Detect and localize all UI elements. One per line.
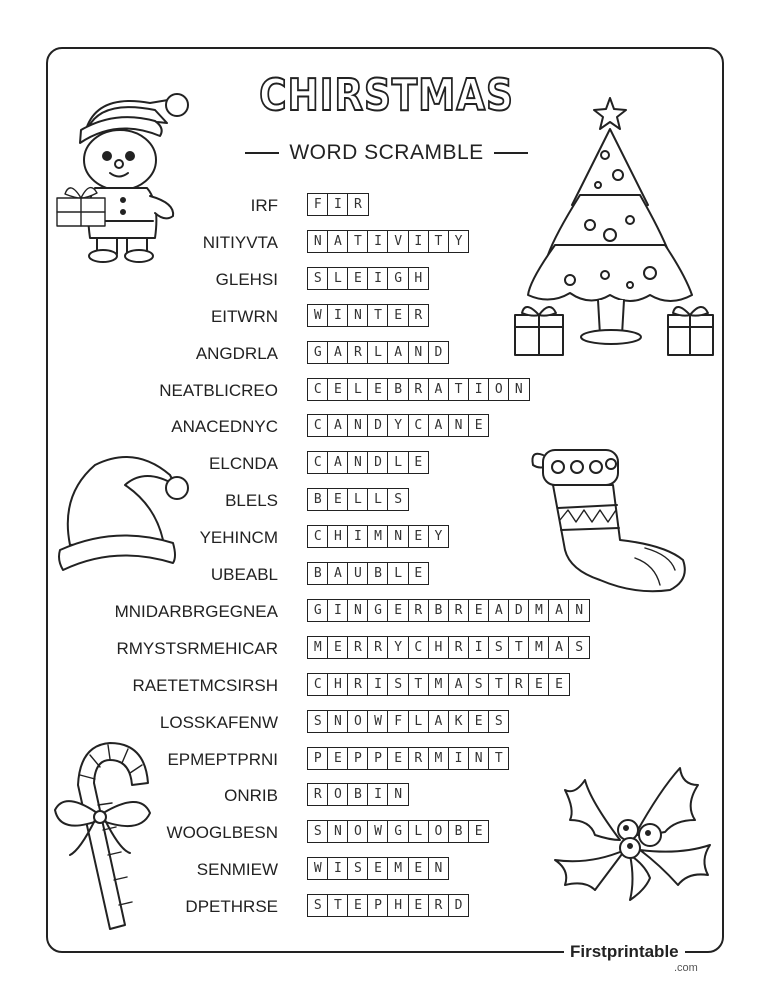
letter-box[interactable]: E [468, 710, 490, 733]
letter-box[interactable]: I [468, 636, 490, 659]
holly-illustration [550, 760, 710, 900]
letter-box[interactable]: A [327, 414, 349, 437]
letter-box[interactable]: A [327, 451, 349, 474]
letter-box[interactable]: R [408, 378, 430, 401]
letter-box[interactable]: L [367, 341, 389, 364]
letter-box[interactable]: N [327, 820, 349, 843]
letter-box[interactable]: G [387, 820, 409, 843]
answer-boxes[interactable] [307, 636, 589, 659]
letter-box[interactable]: R [508, 673, 530, 696]
letter-box[interactable]: E [528, 673, 550, 696]
answer-boxes[interactable] [307, 378, 528, 401]
letter-box[interactable]: U [347, 562, 369, 585]
letter-box[interactable]: A [428, 378, 450, 401]
letter-box[interactable]: M [528, 636, 550, 659]
letter-box[interactable]: C [408, 636, 430, 659]
letter-box[interactable]: R [448, 599, 470, 622]
letter-box[interactable]: P [367, 747, 389, 770]
letter-box[interactable]: B [448, 820, 470, 843]
letter-box[interactable]: R [347, 673, 369, 696]
letter-box[interactable]: O [488, 378, 510, 401]
letter-box[interactable]: N [448, 414, 470, 437]
letter-box[interactable]: H [327, 673, 349, 696]
answer-boxes[interactable] [307, 525, 448, 548]
answer-boxes[interactable] [307, 783, 408, 806]
letter-box[interactable]: E [408, 894, 430, 917]
letter-box[interactable]: I [327, 193, 349, 216]
letter-box[interactable]: I [367, 267, 389, 290]
letter-box[interactable]: M [428, 747, 450, 770]
letter-box[interactable]: S [347, 857, 369, 880]
letter-box[interactable]: H [428, 636, 450, 659]
letter-box[interactable]: D [428, 341, 450, 364]
letter-box[interactable]: S [468, 673, 490, 696]
stocking-illustration [525, 440, 695, 600]
letter-box[interactable]: L [367, 488, 389, 511]
letter-box[interactable]: T [508, 636, 530, 659]
letter-box[interactable]: E [408, 451, 430, 474]
scrambled-word: ANGDRLA [195, 343, 278, 363]
letter-box[interactable]: N [468, 747, 490, 770]
puzzle-row [0, 414, 773, 440]
scrambled-word: DPETHRSE [185, 897, 278, 917]
answer-boxes[interactable] [307, 894, 468, 917]
letter-box[interactable]: Y [387, 636, 409, 659]
letter-box[interactable]: R [367, 636, 389, 659]
letter-box[interactable]: A [548, 636, 570, 659]
scrambled-word: WOOGLBESN [166, 823, 278, 843]
page-subtitle: WORD SCRAMBLE [289, 141, 484, 164]
scrambled-word: NITIYVTA [202, 232, 278, 252]
letter-box[interactable]: N [428, 857, 450, 880]
letter-box[interactable]: B [347, 783, 369, 806]
letter-box[interactable]: A [428, 414, 450, 437]
letter-box[interactable]: L [327, 267, 349, 290]
letter-box[interactable]: N [347, 451, 369, 474]
letter-box[interactable]: P [367, 894, 389, 917]
letter-box[interactable]: L [387, 451, 409, 474]
answer-boxes[interactable] [307, 857, 448, 880]
letter-box[interactable]: A [428, 710, 450, 733]
answer-boxes[interactable] [307, 747, 508, 770]
letter-box[interactable]: I [327, 857, 349, 880]
letter-box[interactable]: B [428, 599, 450, 622]
letter-box[interactable]: E [327, 636, 349, 659]
letter-box[interactable]: R [347, 193, 369, 216]
scrambled-word: SENMIEW [196, 860, 278, 880]
answer-boxes[interactable] [307, 267, 428, 290]
letter-box[interactable]: T [488, 747, 510, 770]
letter-box[interactable]: E [327, 747, 349, 770]
letter-box[interactable]: A [327, 230, 349, 253]
letter-box[interactable]: I [468, 378, 490, 401]
letter-box[interactable]: W [307, 857, 329, 880]
letter-box[interactable]: R [408, 599, 430, 622]
answer-boxes[interactable] [307, 193, 367, 216]
letter-box[interactable]: M [307, 636, 329, 659]
letter-box[interactable]: N [387, 783, 409, 806]
scrambled-word: ANACEDNYC [171, 417, 278, 437]
letter-box[interactable]: E [347, 894, 369, 917]
letter-box[interactable]: R [408, 304, 430, 327]
letter-box[interactable]: R [408, 747, 430, 770]
letter-box[interactable]: I [327, 599, 349, 622]
letter-box[interactable]: L [347, 488, 369, 511]
letter-box[interactable]: I [367, 673, 389, 696]
scrambled-word: YEHINCM [199, 528, 278, 548]
letter-box[interactable]: N [347, 599, 369, 622]
letter-box[interactable]: L [347, 378, 369, 401]
letter-box[interactable]: N [568, 599, 590, 622]
letter-box[interactable]: S [307, 710, 329, 733]
letter-box[interactable]: D [367, 414, 389, 437]
letter-box[interactable]: S [387, 673, 409, 696]
answer-boxes[interactable] [307, 304, 428, 327]
letter-box[interactable]: S [488, 636, 510, 659]
letter-box[interactable]: C [307, 414, 329, 437]
scrambled-word: BLELS [225, 491, 278, 511]
letter-box[interactable]: E [408, 857, 430, 880]
letter-box[interactable]: O [327, 783, 349, 806]
letter-box[interactable]: C [408, 414, 430, 437]
letter-box[interactable]: D [367, 451, 389, 474]
letter-box[interactable]: A [327, 562, 349, 585]
letter-box[interactable]: A [548, 599, 570, 622]
answer-boxes[interactable] [307, 820, 488, 843]
scrambled-word: GLEHSI [215, 269, 278, 289]
letter-box[interactable]: N [327, 710, 349, 733]
letter-box[interactable]: S [307, 267, 329, 290]
puzzle-row [0, 673, 773, 699]
scrambled-word: IRF [250, 196, 278, 215]
letter-box[interactable]: T [448, 378, 470, 401]
letter-box[interactable]: H [327, 525, 349, 548]
letter-box[interactable]: O [347, 820, 369, 843]
letter-box[interactable]: R [347, 341, 369, 364]
letter-box[interactable]: E [468, 599, 490, 622]
letter-box[interactable]: O [347, 710, 369, 733]
santa-hat-illustration [55, 445, 195, 575]
letter-box[interactable]: S [387, 488, 409, 511]
letter-box[interactable]: L [387, 562, 409, 585]
puzzle-row [0, 378, 773, 404]
letter-box[interactable]: E [347, 267, 369, 290]
scrambled-word: EPMEPTPRNI [167, 749, 278, 769]
letter-box[interactable]: E [387, 599, 409, 622]
letter-box[interactable]: B [367, 562, 389, 585]
scrambled-word: UBEABL [210, 565, 278, 584]
answer-boxes[interactable] [307, 341, 448, 364]
answer-boxes[interactable] [307, 673, 568, 696]
answer-boxes[interactable] [307, 562, 428, 585]
letter-box[interactable]: N [408, 341, 430, 364]
letter-box[interactable]: M [428, 673, 450, 696]
letter-box[interactable]: B [387, 378, 409, 401]
letter-box[interactable]: I [367, 230, 389, 253]
answer-boxes[interactable] [307, 488, 408, 511]
letter-box[interactable]: G [307, 599, 329, 622]
letter-box[interactable]: N [387, 525, 409, 548]
letter-box[interactable]: V [387, 230, 409, 253]
christmas-tree-illustration [510, 95, 720, 360]
letter-box[interactable]: I [347, 525, 369, 548]
letter-box[interactable]: S [568, 636, 590, 659]
letter-box[interactable]: G [307, 341, 329, 364]
scrambled-word: RAETETMCSIRSH [132, 675, 278, 695]
letter-box[interactable]: I [448, 747, 470, 770]
letter-box[interactable]: B [307, 562, 329, 585]
letter-box[interactable]: M [528, 599, 550, 622]
puzzle-row [0, 636, 773, 662]
letter-box[interactable]: E [408, 525, 430, 548]
answer-boxes[interactable] [307, 414, 488, 437]
letter-box[interactable]: C [307, 673, 329, 696]
letter-box[interactable]: P [307, 747, 329, 770]
letter-box[interactable]: H [408, 267, 430, 290]
candy-cane-illustration [50, 735, 160, 935]
letter-box[interactable]: I [327, 304, 349, 327]
letter-box[interactable]: N [307, 230, 329, 253]
letter-box[interactable]: A [448, 673, 470, 696]
letter-box[interactable]: E [548, 673, 570, 696]
letter-box[interactable]: S [307, 894, 329, 917]
letter-box[interactable]: T [327, 894, 349, 917]
letter-box[interactable]: F [307, 193, 329, 216]
page-title: CHIRSTMAS [259, 70, 514, 121]
scrambled-word: NEATBLICREO [159, 380, 278, 400]
letter-box[interactable]: R [307, 783, 329, 806]
letter-box[interactable]: E [387, 747, 409, 770]
answer-boxes[interactable] [307, 710, 508, 733]
letter-box[interactable]: E [468, 820, 490, 843]
letter-box[interactable]: K [448, 710, 470, 733]
subtitle-rule-left [245, 152, 279, 154]
puzzle-row [0, 710, 773, 736]
letter-box[interactable]: E [327, 488, 349, 511]
scrambled-word: ELCNDA [209, 454, 278, 474]
scrambled-word: EITWRN [210, 306, 278, 326]
scrambled-word: RMYSTSRMEHICAR [116, 638, 278, 658]
letter-box[interactable]: R [347, 636, 369, 659]
letter-box[interactable]: H [387, 894, 409, 917]
letter-box[interactable]: I [367, 783, 389, 806]
letter-box[interactable]: N [347, 304, 369, 327]
letter-box[interactable]: A [387, 341, 409, 364]
letter-box[interactable]: Y [387, 414, 409, 437]
letter-box[interactable]: W [367, 710, 389, 733]
answer-boxes[interactable] [307, 230, 468, 253]
letter-box[interactable]: S [307, 820, 329, 843]
scrambled-word: MNIDARBRGEGNEA [114, 601, 278, 621]
letter-box[interactable]: D [508, 599, 530, 622]
letter-box[interactable]: T [408, 673, 430, 696]
answer-boxes[interactable] [307, 599, 589, 622]
letter-box[interactable]: Y [448, 230, 470, 253]
letter-box[interactable]: E [367, 857, 389, 880]
santa-kid-illustration [55, 88, 190, 268]
letter-box[interactable]: F [387, 710, 409, 733]
letter-box[interactable]: O [428, 820, 450, 843]
letter-box[interactable]: G [387, 267, 409, 290]
letter-box[interactable]: T [347, 230, 369, 253]
letter-box[interactable]: L [408, 710, 430, 733]
letter-box[interactable]: C [307, 378, 329, 401]
letter-box[interactable]: N [347, 414, 369, 437]
letter-box[interactable]: I [408, 230, 430, 253]
letter-box[interactable]: G [367, 599, 389, 622]
letter-box[interactable]: E [367, 378, 389, 401]
answer-boxes[interactable] [307, 451, 428, 474]
footer-domain: .com [674, 962, 698, 974]
scrambled-word: ONRIB [224, 786, 278, 806]
letter-box[interactable]: E [327, 378, 349, 401]
letter-box[interactable]: A [488, 599, 510, 622]
letter-box[interactable]: Y [428, 525, 450, 548]
letter-box[interactable]: T [367, 304, 389, 327]
letter-box[interactable]: R [448, 636, 470, 659]
letter-box[interactable]: C [307, 451, 329, 474]
letter-box[interactable]: W [307, 304, 329, 327]
letter-box[interactable]: R [428, 894, 450, 917]
footer-brand: Firstprintable [564, 942, 685, 962]
letter-box[interactable]: A [327, 341, 349, 364]
scrambled-word: LOSSKAFENW [159, 712, 278, 732]
letter-box[interactable]: D [448, 894, 470, 917]
letter-box[interactable]: T [488, 673, 510, 696]
letter-box[interactable]: W [367, 820, 389, 843]
letter-box[interactable]: M [387, 857, 409, 880]
letter-box[interactable]: P [347, 747, 369, 770]
letter-box[interactable]: M [367, 525, 389, 548]
letter-box[interactable]: N [508, 378, 530, 401]
letter-box[interactable]: B [307, 488, 329, 511]
letter-box[interactable]: C [307, 525, 329, 548]
letter-box[interactable]: S [488, 710, 510, 733]
letter-box[interactable]: T [428, 230, 450, 253]
letter-box[interactable]: L [408, 820, 430, 843]
puzzle-row [0, 599, 773, 625]
letter-box[interactable]: E [387, 304, 409, 327]
letter-box[interactable]: E [468, 414, 490, 437]
letter-box[interactable]: E [408, 562, 430, 585]
